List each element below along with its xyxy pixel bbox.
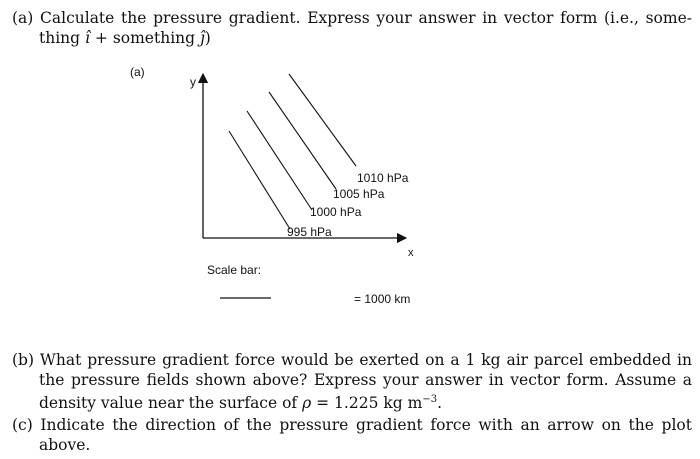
question-b (12, 350, 692, 413)
unit-exponent: −3 (422, 394, 438, 405)
question-a-line1: (a) Calculate the pressure gradient. Express your answer in vector form (i.e., some- (12, 9, 692, 27)
isobar-1010-label: 1010 hPa (357, 171, 409, 185)
question-a-text-mid: + something (89, 29, 200, 47)
isobar-995-line (229, 131, 290, 229)
question-b-line2: the pressure fields shown above? Express your answer in vector form. Assume a (39, 371, 692, 389)
isobar-1000-label: 1000 hPa (310, 205, 362, 219)
x-axis-label: x (408, 247, 414, 259)
y-axis-label: y (190, 75, 196, 89)
question-c-line1: (c) Indicate the direction of the pressure gradient force with an arrow on the plot (12, 416, 692, 434)
question-c-line2: above. (39, 436, 91, 454)
question-b-density-value: = 1.225 kg m (311, 394, 423, 413)
question-b-line3-post: . (437, 394, 442, 413)
isobar-1010-line (289, 74, 356, 166)
isobar-995-label: 995 hPa (287, 225, 332, 239)
question-b-line3-pre: density value near the surface of (39, 394, 303, 413)
question-c (12, 415, 692, 455)
question-a-text-post: ) (204, 29, 211, 47)
isobar-1005-line (269, 92, 336, 189)
isobar-1005-label: 1005 hPa (333, 187, 385, 201)
panel-label: (a) (130, 65, 145, 79)
scale-bar-value: = 1000 km (354, 292, 411, 306)
question-b-line3 (12, 390, 692, 413)
scale-bar-label: Scale bar: (207, 263, 262, 277)
i-hat-symbol: ı̂ (85, 29, 90, 47)
isobar-1000-line (247, 111, 312, 210)
question-a-text-pre: thing (39, 29, 86, 47)
rho-symbol: ρ (302, 394, 312, 413)
j-hat-symbol: ȷ̂ (199, 29, 205, 47)
question-b-line1: (b) What pressure gradient force would be exerted on a 1 kg air parcel embedded in (12, 351, 692, 369)
